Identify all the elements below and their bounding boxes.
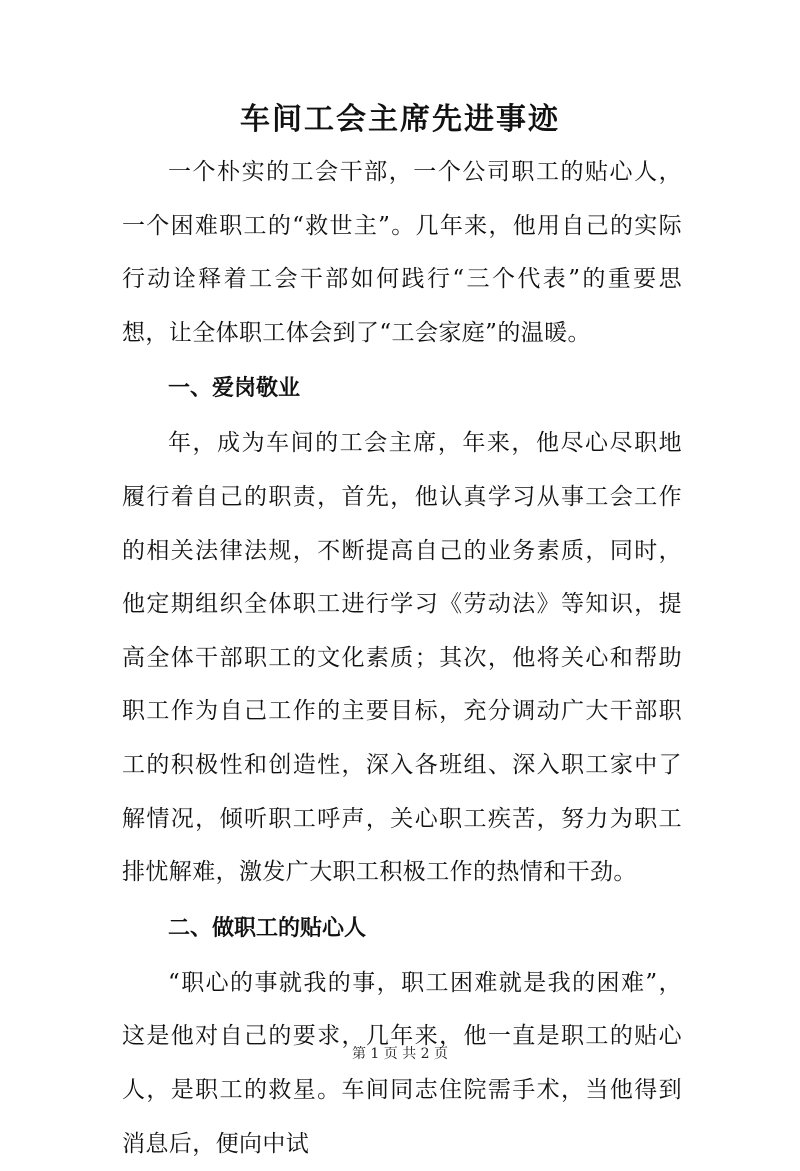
document-title: 车间工会主席先进事迹 (240, 102, 560, 137)
section-heading-2: 二、做职工的贴心人 (168, 915, 367, 941)
section-2-paragraph: “职心的事就我的事，职工困难就是我的困难”，这是他对自己的要求，几年来，他一直是职工的贴心人，是职工的救星。车间同志住院需手术，当他得到消息后，便向中试 (122, 969, 682, 1157)
section-heading-1: 一、爱岗敬业 (168, 376, 301, 402)
page-number-footer: 第 1 页 共 2 页 (351, 1046, 449, 1062)
intro-paragraph: 一个朴实的工会干部，一个公司职工的贴心人，一个困难职工的“救世主”。几年来，他用自己的实际行动诠释着工会干部如何践行“三个代表”的重要思想，让全体职工体会到了“工会家庭”的温暖。 (122, 159, 682, 346)
section-1-paragraph: 年，成为车间的工会主席，年来，他尽心尽职地履行着自己的职责，首先，他认真学习从事工会工作的相关法律法规，不断提高自己的业务素质，同时，他定期组织全体职工进行学习《劳动法》等知识，提高全体干部职工的文化素质；其次，他将关心和帮助职工作为自己工作的主要目标，充分调动广大干部职工的积极性和创造性，深入各班组、深入职工家中了解情况，倾听职工呼声，关心职工疾苦，努力为职工排忧解难，激发广大职工积极工作的热情和干劲。 (122, 430, 682, 886)
document-body (122, 146, 682, 1171)
